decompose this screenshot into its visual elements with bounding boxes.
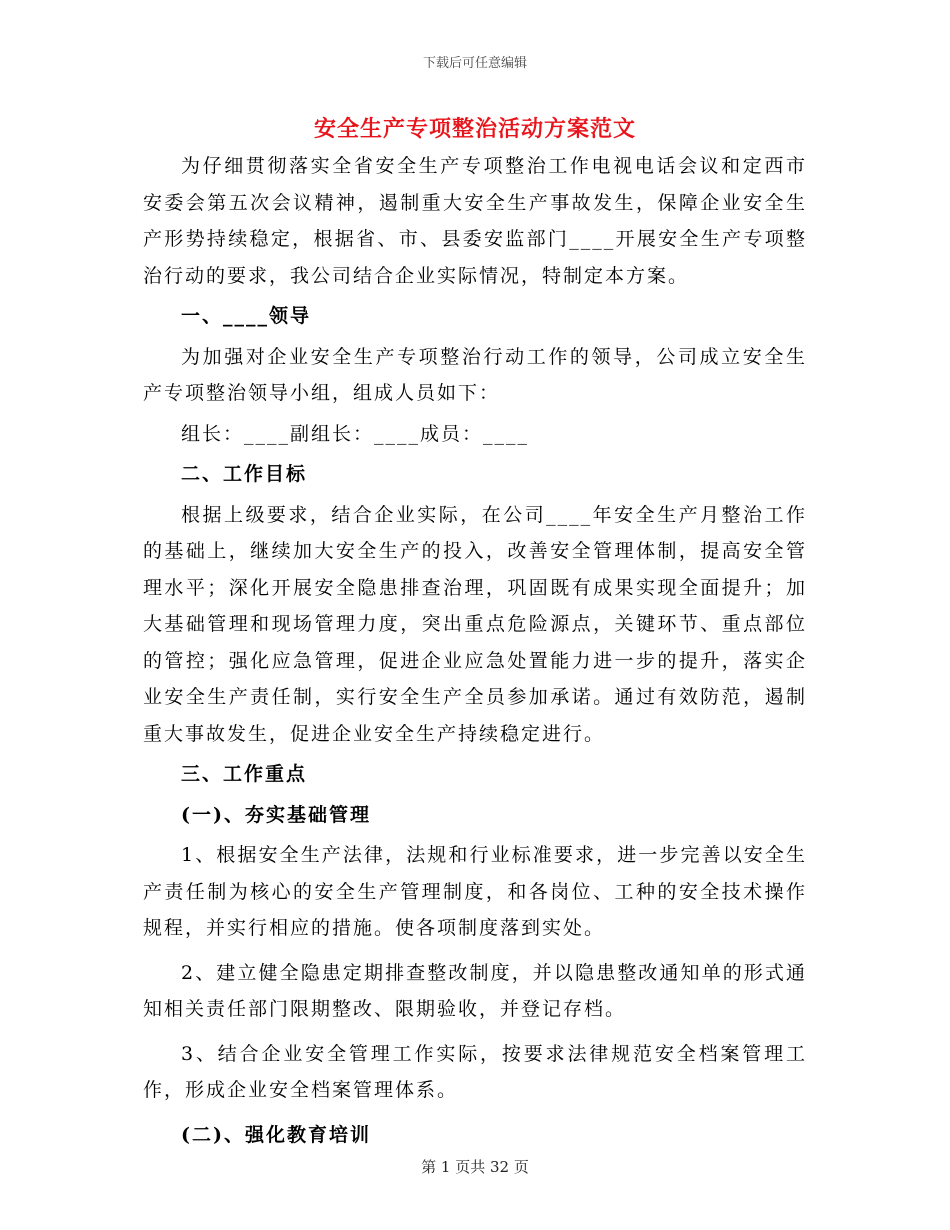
subsection-heading-basics: (一)、夯实基础管理 <box>181 803 371 826</box>
document-body <box>143 148 807 1153</box>
subsection-heading-training: (二)、强化教育培训 <box>181 1123 371 1146</box>
focus-item-1: 1、根据安全生产法律，法规和行业标准要求，进一步完善以安全生产责任制为核心的安全生产管理制度，和各岗位、工种的安全技术操作规程，并实行相应的措施。使各项制度落到实处。 <box>143 844 807 939</box>
page-header: 下载后可任意编辑 <box>422 56 527 71</box>
section-heading-focus: 三、工作重点 <box>181 763 308 785</box>
intro-paragraph: 为仔细贯彻落实全省安全生产专项整治工作电视电话会议和定西市安委会第五次会议精神，遏制重大安全生产事故发生，保障企业安全生产形势持续稳定，根据省、市、县委安监部门____开展安全生产专项整治行动的要求，我公司结合企业实际情况，特制定本方案。 <box>143 155 807 287</box>
section-heading-leadership: 一、____领导 <box>181 305 312 327</box>
leadership-paragraph: 为加强对企业安全生产专项整治行动工作的领导，公司成立安全生产专项整治领导小组，组成人员如下： <box>143 345 807 404</box>
focus-item-2: 2、建立健全隐患定期排查整改制度，并以隐患整改通知单的形式通知相关责任部门限期整改、限期验收，并登记存档。 <box>143 961 807 1020</box>
page-number: 第 1 页共 32 页 <box>421 1158 529 1176</box>
focus-item-3: 3、结合企业安全管理工作实际，按要求法律规范安全档案管理工作，形成企业安全档案管理体系。 <box>143 1042 807 1101</box>
document-title: 安全生产专项整治活动方案范文 <box>313 116 636 142</box>
goals-paragraph: 根据上级要求，结合企业实际，在公司____年安全生产月整治工作的基础上，继续加大安全生产的投入，改善安全管理体制，提高安全管理水平；深化开展安全隐患排查治理，巩固既有成果实现全面提升；加大基础管理和现场管理力度，突出重点危险源点，关键环节、重点部位的管控；强化应急管理，促进企业应急处置能力进一步的提升，落实企业安全生产责任制，实行安全生产全员参加承诺。通过有效防范，遏制重大事故发生，促进企业安全生产持续稳定进行。 <box>143 503 807 745</box>
section-heading-goals: 二、工作目标 <box>181 463 308 485</box>
team-members-line: 组长：____副组长：____成员：____ <box>181 422 530 445</box>
